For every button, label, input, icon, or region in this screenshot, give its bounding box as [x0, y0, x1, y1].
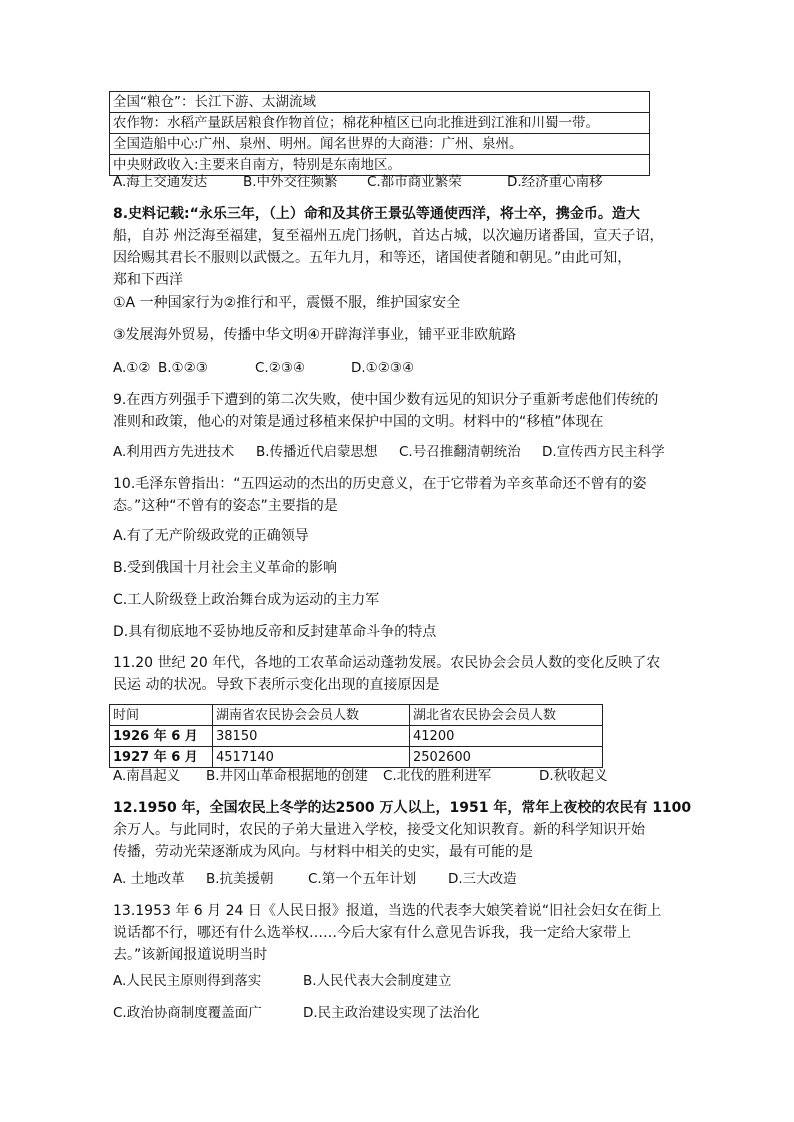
q11-option-b[interactable]: B.井冈山革命根据地的创建: [206, 768, 369, 784]
q8-option-b[interactable]: B.①②③: [158, 360, 208, 376]
q8-options: [113, 358, 685, 378]
q12-options: [113, 869, 685, 889]
q12-stem-line: 余万人。与此同时，农民的子弟大量进入学校，接受文化知识教育。新的科学知识开始: [113, 822, 645, 838]
q10-option-b-label: B.受到俄国十月社会主义革命的影响: [113, 560, 338, 576]
table-cell: 全国“粮仓”：长江下游、太湖流域: [110, 92, 650, 113]
q13-option-a[interactable]: A.人民民主原则得到落实: [113, 973, 262, 989]
q13-option-b[interactable]: B.人民代表大会制度建立: [303, 973, 452, 989]
q11-table: [109, 704, 603, 768]
table-cell: 4517140: [213, 747, 410, 768]
table-cell: 2502600: [410, 747, 603, 768]
q8-option-a[interactable]: A.①②: [113, 360, 151, 376]
table-cell: 全国造船中心:广州、泉州、明州。闻名世界的大商港：广州、泉州。: [110, 134, 650, 155]
q11-option-d[interactable]: D.秋收起义: [539, 768, 608, 784]
q11-stem-line: 民运 动的状况。导致下表所示变化出现的直接原因是: [113, 677, 440, 693]
table-cell: 1927 年 6 月: [110, 747, 213, 768]
q13-options-row-1: [113, 971, 685, 991]
q8-item-1-2: [113, 292, 685, 314]
table-cell: 农作物：水稻产量跃居粮食作物首位；棉花种植区已向北推进到江淮和川蜀一带。: [110, 113, 650, 134]
q10-option-a[interactable]: [113, 525, 685, 547]
q11-options: [113, 766, 685, 786]
q7-option-d[interactable]: D.经济重心南移: [507, 174, 603, 190]
q8-stem-line: 船，自苏 州泛海至福建，复至福州五虎门扬帆，首达占城，以次遍历诸番国，宣天子诏，: [113, 228, 664, 244]
q13-options-row-2: [113, 1003, 685, 1023]
table-row: [110, 747, 603, 768]
q10-option-d[interactable]: [113, 621, 685, 643]
q10-option-c-label: C.工人阶级登上政治舞台成为运动的主力军: [113, 592, 380, 608]
q9-option-b[interactable]: B.传播近代启蒙思想: [256, 444, 378, 460]
q8-item-text: ③发展海外贸易，传播中华文明④开辟海洋事业，铺平亚非欧航路: [113, 327, 517, 343]
q10-option-a-label: A.有了无产阶级政党的正确领导: [113, 528, 309, 544]
q8-stem-line: 8.史料记载:“永乐三年，（上）命和及其侪王景弘等通使西洋，将士卒，携金币。造大: [113, 206, 640, 222]
table-cell: 中央财政收入:主要来自南方，特别是东南地区。: [110, 155, 650, 176]
q13-stem-line: 13.1953 年 6 月 24 日《人民日报》报道，当选的代表李大娘笑着说“旧社会妇女在街上: [113, 903, 662, 919]
q13-option-c[interactable]: C.政治协商制度覆盖面广: [113, 1005, 262, 1021]
q12-stem-line: 12.1950 年，全国农民上冬学的达2500 万人以上，1951 年，常年上夜校的农民有 1100: [113, 800, 692, 816]
table-cell: 41200: [410, 726, 603, 747]
q9-option-c[interactable]: C.号召推翻清朝统治: [399, 444, 521, 460]
q11-stem: [113, 652, 685, 696]
q10-stem-line: 态。”这种“不曾有的姿态”主要指的是: [113, 498, 338, 514]
q12-stem-line: 传播，劳动光荣逐渐成为风向。与材料中相关的史实，最有可能的是: [113, 844, 533, 860]
q8-option-d[interactable]: D.①②③④: [351, 360, 415, 376]
q10-stem: [113, 473, 685, 517]
q8-item-text: ①A 一种国家行为②推行和平，震慑不服，维护国家安全: [113, 295, 461, 311]
q13-stem: [113, 900, 685, 966]
q9-stem-line: 9.在西方列强手下遭到的第二次失败，使中国少数有远见的知识分子重新考虑他们传统的: [113, 392, 659, 408]
q13-stem-line: 去。”该新闻报道说明当时: [113, 947, 268, 963]
table-cell: 1926 年 6 月: [110, 726, 213, 747]
table-row: [110, 726, 603, 747]
q8-stem: [113, 203, 685, 291]
table-row: [110, 92, 650, 113]
q11-option-c[interactable]: C.北伐的胜利进军: [383, 768, 492, 784]
table-header-cell: 时间: [110, 705, 213, 726]
q9-stem-line: 准则和政策，他心的对策是通过移植来保护中国的文明。材料中的“移植”体现在: [113, 414, 604, 430]
q10-option-b[interactable]: [113, 557, 685, 579]
q8-stem-line: 郑和下西洋: [113, 272, 183, 288]
q7-option-b[interactable]: B.中外交往频繁: [243, 174, 338, 190]
table-row: [110, 113, 650, 134]
q12-option-a[interactable]: A. 土地改革: [113, 871, 185, 887]
q9-option-d[interactable]: D.宣传西方民主科学: [542, 444, 665, 460]
q9-option-a[interactable]: A.利用西方先进技术: [113, 444, 235, 460]
q10-option-c[interactable]: [113, 589, 685, 611]
table-header-row: [110, 705, 603, 726]
q12-option-b[interactable]: B.抗美援朝: [206, 871, 274, 887]
q8-stem-line: 因给赐其君长不服则以武慑之。五年九月，和等还，诸国使者随和朝见。”由此可知，: [113, 250, 632, 266]
q9-stem: [113, 389, 685, 433]
q13-option-d[interactable]: D.民主政治建设实现了法治化: [303, 1005, 480, 1021]
q12-stem: [113, 797, 692, 863]
table-row: [110, 134, 650, 155]
table-header-cell: 湖北省农民协会会员人数: [410, 705, 603, 726]
table-cell: 38150: [213, 726, 410, 747]
q8-option-c[interactable]: C.②③④: [255, 360, 306, 376]
q7-table: [109, 91, 650, 176]
q13-stem-line: 说话都不行，哪还有什么选举权……今后大家有什么意见告诉我，我一定给大家带上: [113, 925, 631, 941]
q10-option-d-label: D.具有彻底地不妥协地反帝和反封建革命斗争的特点: [113, 624, 437, 640]
q12-option-d[interactable]: D.三大改造: [448, 871, 517, 887]
q7-option-a[interactable]: A.海上交通发达: [113, 174, 208, 190]
table-header-cell: 湖南省农民协会会员人数: [213, 705, 410, 726]
q10-stem-line: 10.毛泽东曾指出：“五四运动的杰出的历史意义，在于它带着为辛亥革命还不曾有的姿: [113, 476, 647, 492]
q11-option-a[interactable]: A.南昌起义: [113, 768, 181, 784]
q9-options: [113, 442, 685, 462]
q8-item-3-4: [113, 324, 685, 346]
q11-stem-line: 11.20 世纪 20 年代，各地的工农革命运动蓬勃发展。农民协会会员人数的变化反映了农: [113, 655, 661, 671]
q7-option-c[interactable]: C.都市商业繁荣: [367, 174, 462, 190]
q7-options: [113, 172, 685, 192]
q12-option-c[interactable]: C.第一个五年计划: [308, 871, 417, 887]
